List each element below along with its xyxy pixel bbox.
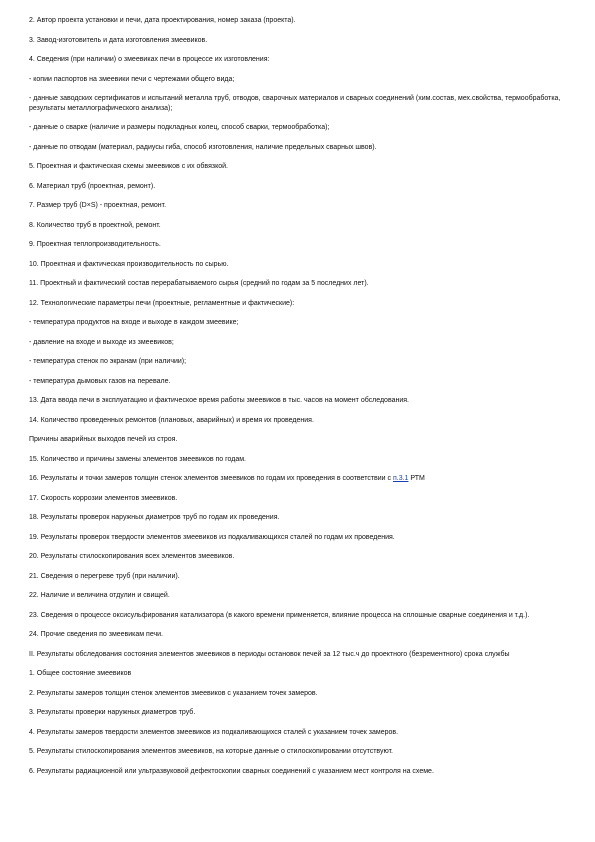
paragraph-24: 24. Прочие сведения по змеевикам печи. [29,631,163,638]
paragraph-4: 4. Сведения (при наличии) о змеевиках печи в процессе их изготовления: [29,56,270,63]
section-ii-item-5: 5. Результаты стилоскопирования элементов змеевиков, на которые данные о стилоскопировании отсутствуют. [29,748,393,755]
paragraph-16-text: 16. Результаты и точки замеров толщин стенок элементов змеевиков по годам их проведения в соответствии с [29,475,393,482]
paragraph-18: 18. Результаты проверок наружных диаметров труб по годам их проведения. [29,514,280,521]
list-item-flue-temp: - температура дымовых газов на перевале. [29,377,171,385]
list-item-wall-temp: - температура стенок по экранам (при наличии); [29,358,187,365]
paragraph-12: 12. Технологические параметры печи (проектные, регламентные и фактические): [29,299,295,307]
paragraph-2: 2. Автор проекта установки и печи, дата проектирования, номер заказа (проекта). [29,17,296,24]
paragraph-8: 8. Количество труб в проектной, ремонт. [29,221,161,229]
list-item-certificates: - данные заводских сертификатов и испытаний металла труб, отводов, сварочных материалов и сварных соединений (хим.состав, мех.свойства, термообработка, результаты металлографического анализа); [29,95,561,112]
section-ii-item-1: 1. Общее состояние змеевиков [29,670,132,677]
paragraph-16 [29,474,575,484]
document-page [29,16,575,786]
paragraph-11: 11. Проектный и фактический состав перерабатываемого сырья (средний по годам за 5 последних лет). [29,280,369,287]
paragraph-23: 23. Сведения о процессе оксисульфирования катализатора (в какого времени применяется, влияние процесса на сплошные сварные соединения и т.д.). [29,611,530,619]
paragraph-19: 19. Результаты проверок твердости элементов змеевиков из подкаливающихся сталей по годам их проведения. [29,533,395,541]
paragraph-3: 3. Завод-изготовитель и дата изготовления змеевиков. [29,36,208,44]
paragraph-21: 21. Сведения о перегреве труб (при наличии). [29,572,180,580]
paragraph-15: 15. Количество и причины замены элементов змеевиков по годам. [29,455,246,463]
paragraph-17: 17. Скорость коррозии элементов змеевиков. [29,494,178,502]
paragraph-failure-causes: Причины аварийных выходов печей из строя. [29,436,178,443]
list-item-pressure: - давление на входе и выходе из змеевиков; [29,338,174,346]
section-ii-item-4: 4. Результаты замеров твердости элементов змеевиков из подкаливающихся сталей с указанием точек замеров. [29,728,399,736]
section-ii-item-6: 6. Результаты радиационной или ультразвуковой дефектоскопии сварных соединений с указанием мест контроля на схеме. [29,767,434,775]
list-item-passports: - копии паспортов на змеевики печи с чертежами общего вида; [29,75,235,83]
paragraph-13: 13. Дата ввода печи в эксплуатацию и фактическое время работы змеевиков в тыс. часов на момент обследования. [29,397,409,404]
paragraph-5: 5. Проектная и фактическая схемы змеевиков с их обвязкой. [29,163,228,170]
section-ii-item-3: 3. Результаты проверки наружных диаметров труб. [29,709,196,716]
list-item-bends: - данные по отводам (материал, радиусы гиба, способ изготовления, наличие предельных сварных швов). [29,143,377,151]
paragraph-9: 9. Проектная теплопроизводительность. [29,241,161,248]
paragraph-7: 7. Размер труб (D×S) - проектная, ремонт. [29,202,167,209]
paragraph-22: 22. Наличие и величина отдулин и свищей. [29,592,170,599]
paragraph-16-suffix: РТМ [408,475,425,482]
rtm-section-link[interactable]: п.3.1 [392,475,409,482]
paragraph-20: 20. Результаты стилоскопирования всех элементов змеевиков. [29,553,235,560]
list-item-temp-products: - температура продуктов на входе и выходе в каждом змеевике; [29,319,239,326]
list-item-welding: - данные о сварке (наличие и размеры подкладных колец, способ сварки, термообработка); [29,124,330,131]
paragraph-10: 10. Проектная и фактическая производительность по сырью. [29,260,229,268]
paragraph-6: 6. Материал труб (проектная, ремонт). [29,182,156,190]
section-ii-item-2: 2. Результаты замеров толщин стенок элементов змеевиков с указанием точек замеров. [29,689,318,697]
section-ii-heading: II. Результаты обследования состояния элементов змеевиков в периоды остановок печей за 12 тыс.ч до проектного (безрементного) срока службы [29,650,510,658]
paragraph-14: 14. Количество проведенных ремонтов (плановых, аварийных) и время их проведения. [29,416,314,424]
